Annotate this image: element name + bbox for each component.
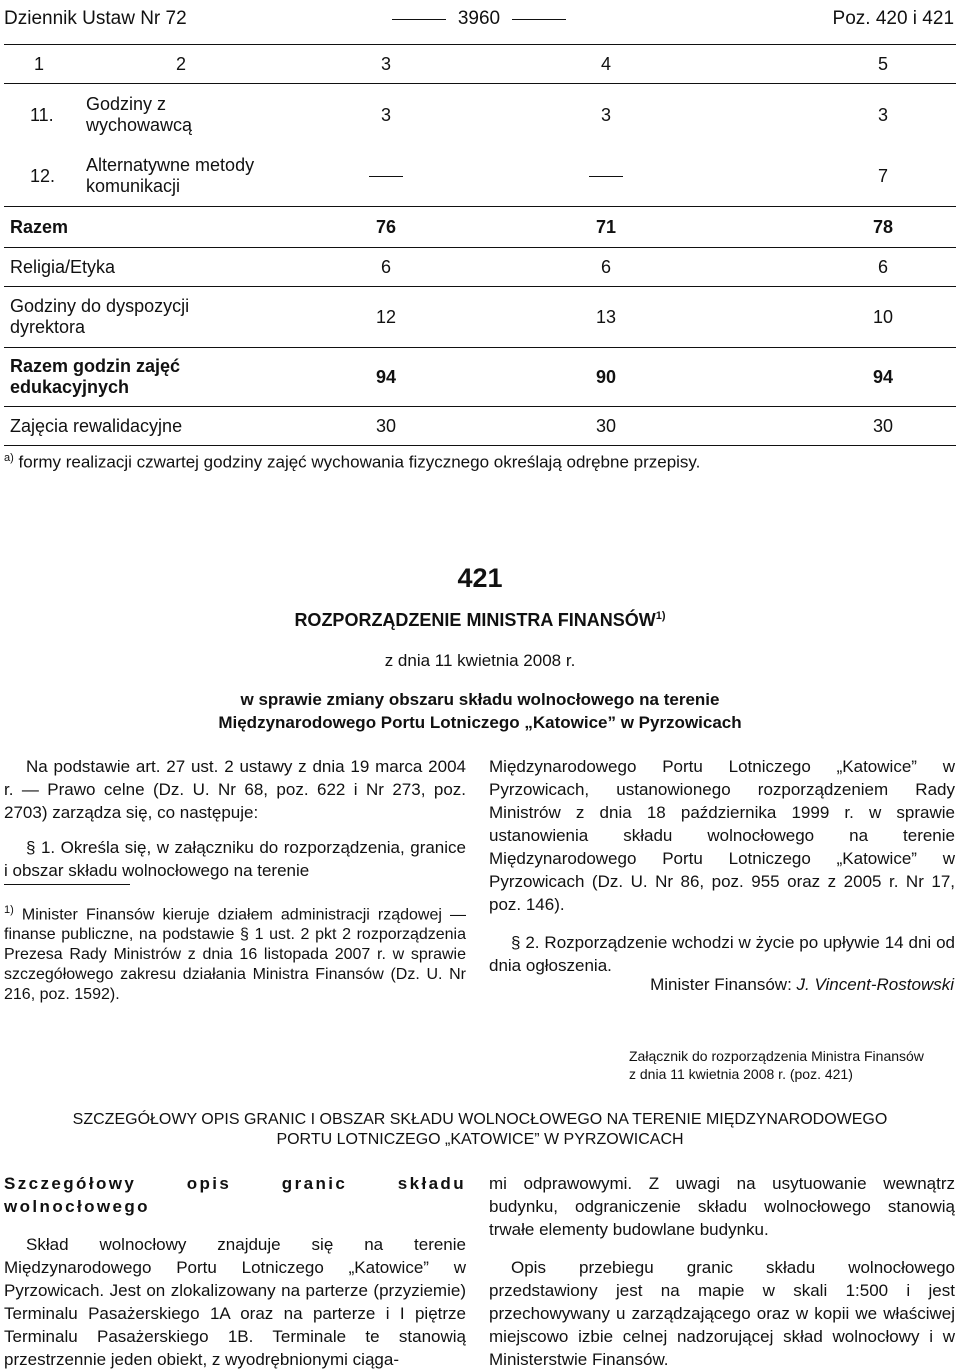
summary-value: 94 bbox=[375, 366, 397, 387]
dash-rule bbox=[512, 19, 566, 20]
row-label: Alternatywne metody komunikacji bbox=[86, 155, 255, 196]
footnote-marker: 1) bbox=[4, 904, 14, 916]
signature-name: J. Vincent-Rostowski bbox=[796, 975, 954, 994]
annex-title-line: PORTU LOTNICZEGO „KATOWICE” W PYRZOWICACH bbox=[276, 1131, 684, 1148]
paragraph: Skład wolnocłowy znajduje się na terenie Międzynarodowego Portu Lotniczego „Katowice” w Pyrzowicach. Jest on zlokalizowany na parterze (przyziemie) Terminalu Pasażerskiego 1A oraz na parterze i I piętrze Terminalu Pasażerskiego 1B. Terminale te stanowią przestrzennie jeden obiekt, z wyodrębnionymi ciąga- bbox=[4, 1235, 466, 1369]
summary-value: 71 bbox=[595, 216, 617, 237]
page-number-text: 3960 bbox=[457, 8, 501, 29]
summary-label: Razem bbox=[10, 216, 69, 237]
paragraph: Opis przebiegu granic składu wolnocłowego przedstawiony jest na mapie w skali 1:500 i jest przechowywany u zarządzającego oraz w kopii we właściwej miejscowo izbie celnej nadzorującej skład wolnocłowy i w Ministerstwie Finansów. bbox=[489, 1258, 955, 1369]
summary-value: 12 bbox=[375, 306, 397, 327]
act-date: z dnia 11 kwietnia 2008 r. bbox=[384, 651, 576, 670]
act-number: 421 bbox=[457, 563, 503, 593]
summary-value: 94 bbox=[872, 366, 894, 387]
col-header-1: 1 bbox=[34, 53, 45, 74]
signature-prefix: Minister Finansów: bbox=[650, 975, 792, 994]
footnote-text: Minister Finansów kieruje działem administracji rządowej — finanse publiczne, na podstawie § 1 ust. 2 pkt 2 rozporządzenia Prezesa Rady Ministrów z dnia 16 listopada 2007 r. w sprawie szczegółowego zakresu działania Ministra Finansów (Dz. U. Nr 216, poz. 1592). bbox=[4, 906, 466, 1004]
summary-value: 90 bbox=[595, 366, 617, 387]
row-value-dash bbox=[496, 166, 716, 187]
dash-rule bbox=[392, 19, 446, 20]
summary-label: Religia/Etyka bbox=[10, 256, 116, 277]
summary-value: 13 bbox=[595, 306, 617, 327]
summary-value: 10 bbox=[872, 306, 894, 327]
emdash-mark bbox=[369, 176, 403, 177]
col-header-3: 3 bbox=[380, 53, 391, 74]
summary-value: 30 bbox=[375, 415, 397, 436]
footnote-rule bbox=[4, 884, 130, 885]
row-value: 3 bbox=[600, 104, 611, 125]
annex-title bbox=[0, 1110, 960, 1150]
summary-value: 76 bbox=[375, 216, 397, 237]
paragraph: Na podstawie art. 27 ust. 2 ustawy z dnia 19 marca 2004 r. — Prawo celne (Dz. U. Nr 68, poz. 622 i Nr 273, poz. 2703) zarządza się, co następuje: bbox=[4, 757, 466, 822]
journal-title: Dziennik Ustaw Nr 72 bbox=[4, 8, 187, 29]
summary-row bbox=[4, 407, 956, 445]
col-header-2: 2 bbox=[176, 53, 187, 74]
act-footnote bbox=[4, 900, 466, 1005]
act-title-footnote: 1) bbox=[655, 610, 666, 622]
paragraph: mi odprawowymi. Z uwagi na usytuowanie wewnątrz budynku, odgraniczenie składu wolnocłowego stanowią trwałe elementy budowlane budynku. bbox=[489, 1174, 955, 1239]
position-ref: Poz. 420 i 421 bbox=[832, 8, 955, 29]
footnote-text: formy realizacji czwartej godziny zajęć wychowania fizycznego określają odrębne przepisy. bbox=[18, 452, 701, 472]
table-header-row bbox=[4, 45, 956, 84]
summary-label: Zajęcia rewalidacyjne bbox=[10, 415, 183, 436]
row-value: 7 bbox=[877, 165, 888, 186]
summary-value: 30 bbox=[595, 415, 617, 436]
footnote-marker: a) bbox=[4, 452, 14, 464]
col-header-5: 5 bbox=[877, 53, 888, 74]
summary-row bbox=[4, 287, 956, 348]
annex-left-column bbox=[4, 1172, 466, 1371]
act-subject-line: Międzynarodowego Portu Lotniczego „Katowice” w Pyrzowicach bbox=[218, 713, 742, 732]
row-number: 12. bbox=[30, 165, 56, 186]
summary-row bbox=[4, 248, 956, 287]
row-value: 3 bbox=[380, 104, 391, 125]
summary-label: Godziny do dyspozycji dyrektora bbox=[10, 296, 190, 337]
summary-value: 78 bbox=[872, 216, 894, 237]
emdash-mark bbox=[589, 176, 623, 177]
annex-right-column bbox=[489, 1172, 955, 1371]
summary-row bbox=[4, 207, 956, 248]
summary-value: 6 bbox=[877, 256, 888, 277]
table-footnote bbox=[4, 452, 700, 473]
summary-value: 6 bbox=[380, 256, 391, 277]
paragraph: § 2. Rozporządzenie wchodzi w życie po upływie 14 dni od dnia ogłoszenia. bbox=[489, 933, 955, 975]
act-title bbox=[0, 610, 960, 631]
signature bbox=[650, 975, 954, 995]
annex-heading: Szczegółowy opis granic składu wolnocłowego bbox=[4, 1174, 466, 1216]
page-number bbox=[321, 8, 638, 30]
annex-title-line: SZCZEGÓŁOWY OPIS GRANIC I OBSZAR SKŁADU WOLNOCŁOWEGO NA TERENIE MIĘDZYNARODOWEGO bbox=[72, 1111, 888, 1128]
paragraph: Międzynarodowego Portu Lotniczego „Katowice” w Pyrzowicach, ustanowionego rozporządzeniem Rady Ministrów z dnia 18 października 1999 r. w sprawie ustanowienia składu wolnocłowego na terenie Międzynarodowego Portu Lotniczego „Katowice” w Pyrzowicach (Dz. U. Nr 86, poz. 955 oraz z 2005 r. Nr 17, poz. 146). bbox=[489, 757, 955, 914]
annex-reference-line: z dnia 11 kwietnia 2008 r. (poz. 421) bbox=[629, 1066, 853, 1082]
paragraph: § 1. Określa się, w załączniku do rozporządzenia, granice i obszar składu wolnocłowego na terenie bbox=[4, 838, 466, 880]
row-value: 3 bbox=[877, 104, 888, 125]
hours-table bbox=[4, 44, 956, 446]
summary-label: Razem godzin zajęć edukacyjnych bbox=[10, 356, 181, 397]
annex-reference bbox=[629, 1047, 924, 1083]
summary-value: 30 bbox=[872, 415, 894, 436]
act-title-text: ROZPORZĄDZENIE MINISTRA FINANSÓW bbox=[294, 610, 656, 630]
row-value-dash bbox=[276, 166, 496, 187]
summary-value: 6 bbox=[600, 256, 611, 277]
act-subject-line: w sprawie zmiany obszaru składu wolnocłowego na terenie bbox=[240, 690, 720, 709]
table-row bbox=[4, 146, 956, 207]
running-header bbox=[4, 4, 954, 34]
body-right-column bbox=[489, 755, 955, 977]
act-subject bbox=[0, 688, 960, 734]
body-left-column bbox=[4, 755, 466, 882]
row-label: Godziny z wychowawcą bbox=[86, 94, 193, 135]
summary-row bbox=[4, 348, 956, 407]
table-row bbox=[4, 84, 956, 146]
row-number: 11. bbox=[30, 104, 54, 125]
annex-reference-line: Załącznik do rozporządzenia Ministra Finansów bbox=[629, 1048, 924, 1064]
col-header-4: 4 bbox=[600, 53, 611, 74]
